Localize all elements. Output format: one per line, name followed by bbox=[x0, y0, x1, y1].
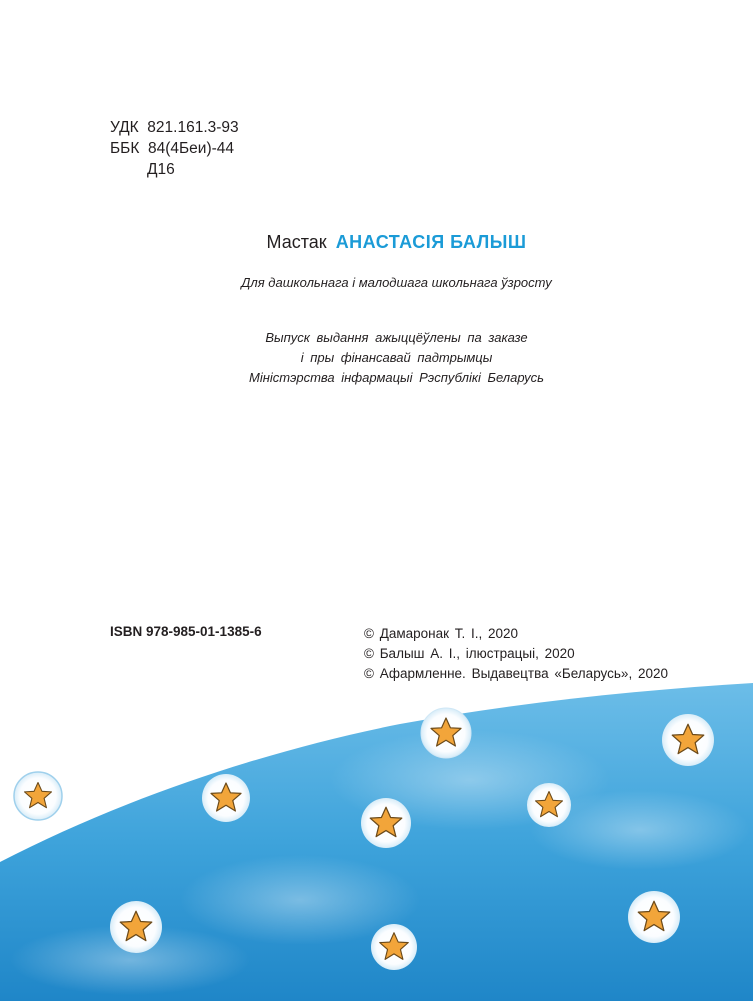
star-icon bbox=[110, 901, 162, 953]
funding-note bbox=[0, 328, 753, 388]
star-icon bbox=[202, 774, 250, 822]
star-icon bbox=[527, 783, 571, 827]
copyright-line: © Афармленне. Выдавецтва «Беларусь», 2020 bbox=[364, 666, 668, 681]
copyright-line: © Балыш А. І., ілюстрацыі, 2020 bbox=[364, 646, 575, 661]
star-icon bbox=[421, 708, 471, 758]
copyright-line: © Дамаронак Т. І., 2020 bbox=[364, 626, 519, 641]
star-icon bbox=[371, 924, 417, 970]
age-group-note: Для дашкольнага і малодшага школьнага ўзросту bbox=[241, 275, 552, 290]
funding-line: і пры фінансавай падтрымцы bbox=[300, 350, 493, 365]
star-icon bbox=[628, 891, 680, 943]
star-icon bbox=[14, 772, 62, 820]
copyright-list bbox=[364, 624, 668, 684]
isbn: ISBN 978-985-01-1385-6 bbox=[110, 624, 262, 639]
illustrator-credit bbox=[0, 232, 753, 253]
star-icon bbox=[662, 714, 714, 766]
funding-line: Міністэрства інфармацыі Рэспублікі Беларусь bbox=[249, 370, 544, 385]
udk-code: УДК 821.161.3-93 bbox=[110, 119, 239, 136]
bbk-code: ББК 84(4Беи)-44 bbox=[110, 140, 235, 157]
illustrator-name: АНАСТАСІЯ БАЛЫШ bbox=[335, 232, 527, 252]
author-mark: Д16 bbox=[147, 161, 175, 178]
illustrator-label: Мастак bbox=[266, 232, 327, 252]
catalog-codes bbox=[110, 117, 239, 180]
funding-line: Выпуск выдання ажыццёўлены па заказе bbox=[265, 330, 528, 345]
star-icon bbox=[361, 798, 411, 848]
